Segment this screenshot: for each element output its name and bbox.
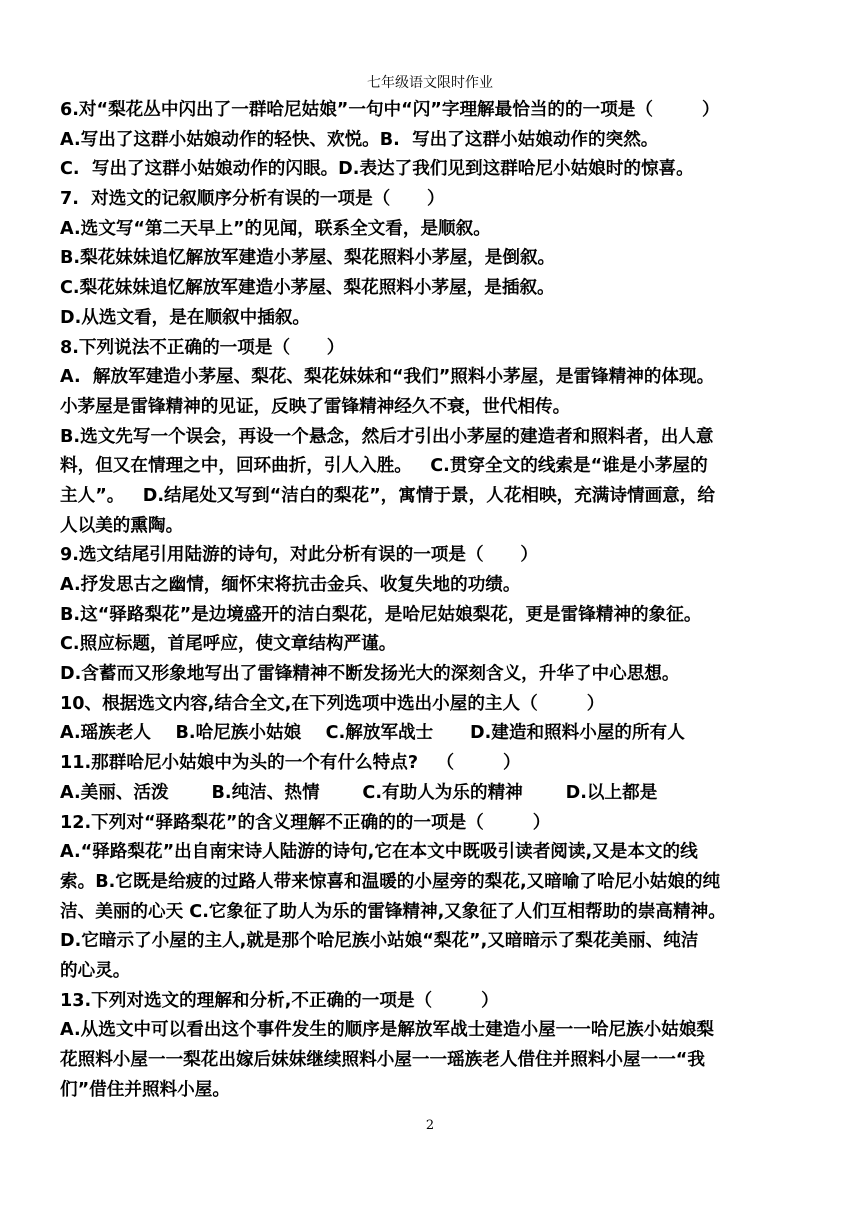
text-line: 料，但又在情理之中，回环曲折，引人入胜。 C.贯穿全文的线索是“谁是小茅屋的: [60, 456, 708, 477]
text-line: 们”借住并照料小屋。: [60, 1079, 230, 1100]
text-line: A.从选文中可以看出这个事件发生的顺序是解放军战士建造小屋一一哈尼族小姑娘梨: [60, 1020, 715, 1041]
text-line: A.“驿路梨花”出自南宋诗人陆游的诗句,它在本文中既吸引读者阅读,又是本文的线: [60, 842, 698, 863]
text-line: 13.下列对选文的理解和分析,不正确的一项是（ ）: [60, 990, 499, 1011]
text-line: C.照应标题，首尾呼应，使文章结构严谨。: [60, 634, 397, 655]
text-line: 洁、美丽的心天 C.它象征了助人为乐的雷锋精神,又象征了人们互相帮助的崇高精神。: [60, 901, 726, 922]
text-line: A.选文写“第二天早上”的见闻，联系全文看，是顺叙。: [60, 218, 491, 239]
text-line: B.梨花妹妹追忆解放军建造小茅屋、梨花照料小茅屋，是倒叙。: [60, 248, 556, 269]
text-line: D.从选文看，是在顺叙中插叙。: [60, 307, 311, 328]
text-line: A.美丽、活泼 B.纯洁、热情 C.有助人为乐的精神 D.以上都是: [60, 782, 658, 803]
text-line: 主人”。 D.结尾处又写到“洁白的梨花”，寓情于景，人花相映，充满诗情画意，给: [60, 485, 715, 506]
text-line: 花照料小屋一一梨花出嫁后妹妹继续照料小屋一一瑶族老人借住并照料小屋一一“我: [60, 1050, 705, 1070]
text-line: C. 写出了这群小姑娘动作的闪眼。D.表达了我们见到这群哈尼小姑娘时的惊喜。: [60, 159, 694, 180]
text-line: D.它暗示了小屋的主人,就是那个哈尼族小站娘“梨花”,又暗暗示了梨花美丽、纯洁: [60, 931, 699, 952]
text-line: 索。B.它既是给疲的过路人带来惊喜和温暖的小屋旁的梨花,又暗喻了哈尼小姑娘的纯: [60, 871, 721, 892]
text-line: 7. 对选文的记叙顺序分析有误的一项是（ ）: [60, 189, 445, 210]
text-line: 10、根据选文内容,结合全文,在下列选项中选出小屋的主人（ ）: [60, 693, 605, 714]
text-line: 12.下列对“驿路梨花”的含义理解不正确的的一项是（ ）: [60, 812, 551, 833]
text-line: A.瑶族老人 B.哈尼族小姑娘 C.解放军战士 D.建造和照料小屋的所有人: [60, 723, 685, 744]
text-line: B.这“驿路梨花”是边境盛开的洁白梨花，是哈尼姑娘梨花，更是雷锋精神的象征。: [60, 604, 702, 625]
text-line: D.含蓄而又形象地写出了雷锋精神不断发扬光大的深刻含义，升华了中心思想。: [60, 664, 680, 685]
question-text: [60, 96, 804, 1105]
text-line: 11.那群哈尼小姑娘中为头的一个有什么特点? （ ）: [60, 753, 521, 774]
text-line: 6.对“梨花丛中闪出了一群哈尼姑娘”一句中“闪”字理解最恰当的的一项是（ ）: [60, 100, 720, 120]
page-number: 2: [425, 1118, 435, 1133]
text-line: 小茅屋是雷锋精神的见证，反映了雷锋精神经久不衰，世代相传。: [60, 396, 571, 417]
text-line: A.写出了这群小姑娘动作的轻快、欢悦。B. 写出了这群小姑娘动作的突然。: [60, 129, 659, 150]
text-line: 人以美的熏陶。: [60, 515, 184, 536]
text-line: 8.下列说法不正确的一项是（ ）: [60, 337, 345, 358]
text-line: A.抒发思古之幽情，缅怀宋将抗击金兵、收复失地的功绩。: [60, 575, 521, 595]
text-line: A. 解放军建造小茅屋、梨花、梨花妹妹和“我们”照料小茅屋，是雷锋精神的体现。: [60, 367, 715, 388]
page-header: 七年级语文限时作业: [367, 75, 493, 91]
text-line: C.梨花妹妹追忆解放军建造小茅屋、梨花照料小茅屋，是插叙。: [60, 278, 555, 299]
text-line: 9.选文结尾引用陆游的诗句，对此分析有误的一项是（ ）: [60, 545, 538, 566]
text-line: 的心灵。: [60, 960, 131, 981]
text-line: B.选文先写一个误会，再设一个悬念，然后才引出小茅屋的建造者和照料者，出人意: [60, 426, 714, 447]
